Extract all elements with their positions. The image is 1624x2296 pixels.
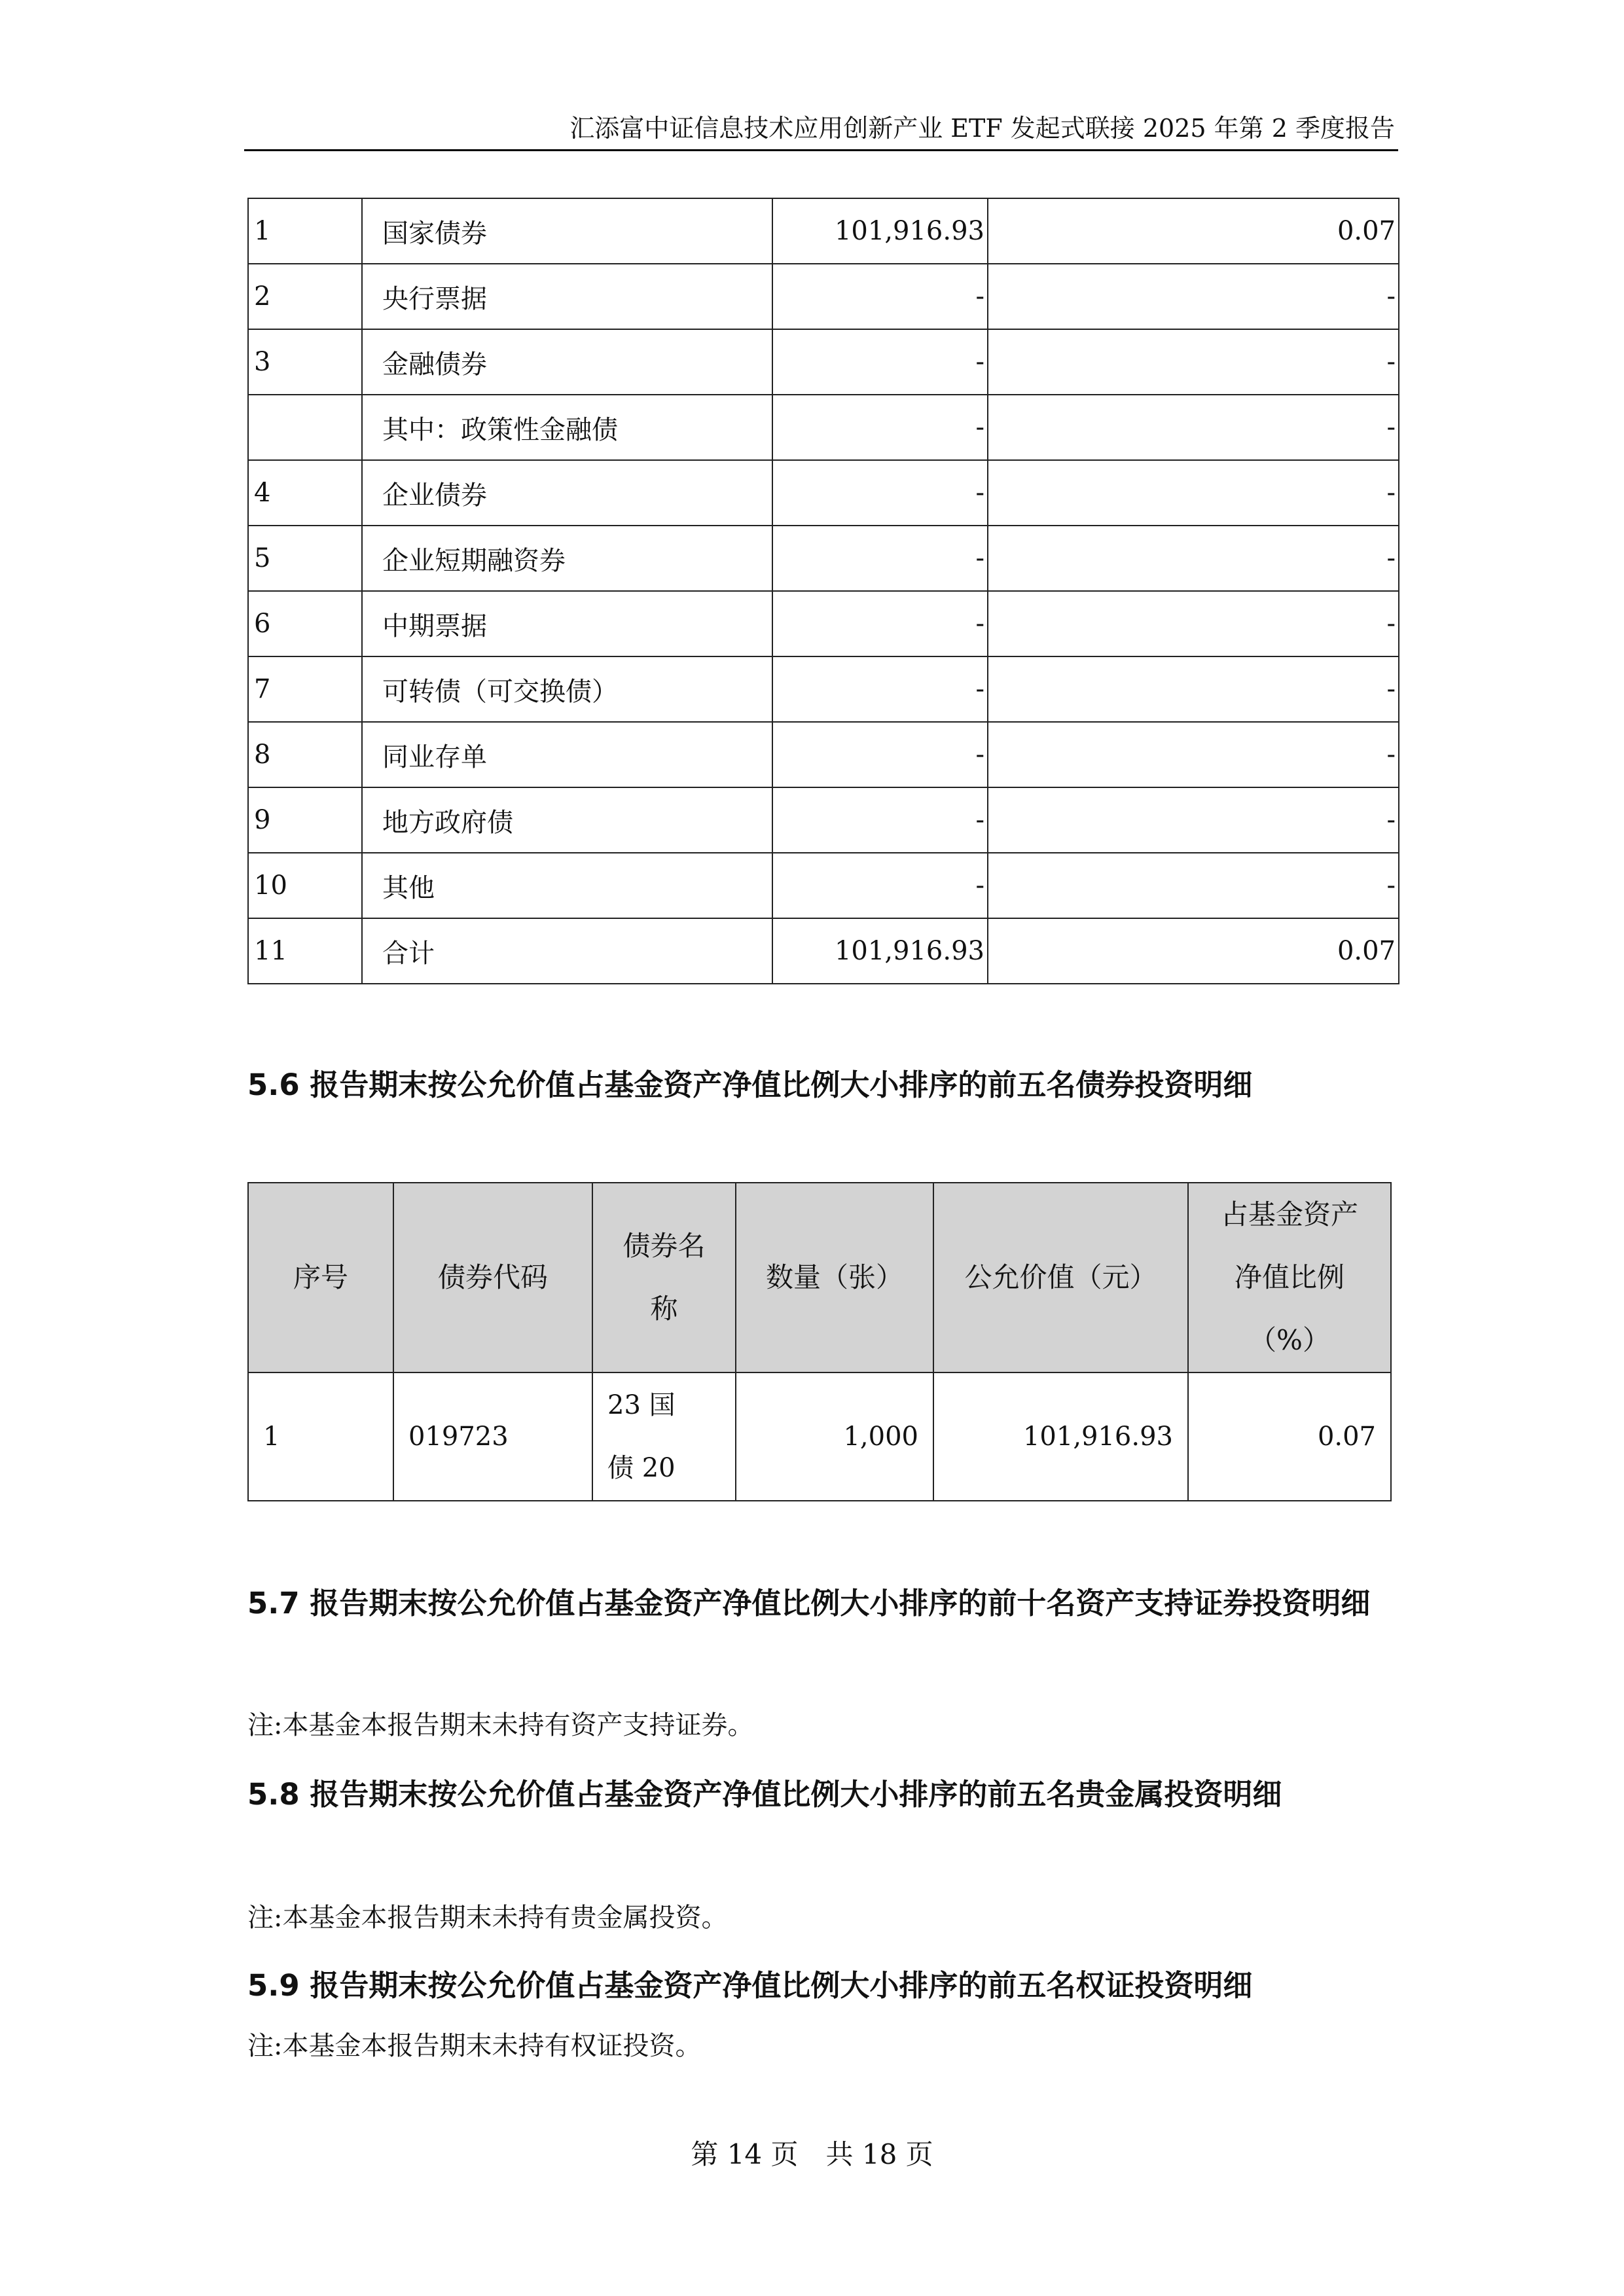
fair-value: -	[772, 526, 988, 591]
bond-category: 中期票据	[362, 591, 772, 656]
row-number: 1	[248, 198, 362, 264]
fair-value: -	[772, 264, 988, 329]
report-header-title: 汇添富中证信息技术应用创新产业 ETF 发起式联接 2025 年第 2 季度报告	[569, 114, 1395, 143]
page-number: 第 14 页	[691, 2138, 799, 2170]
nav-ratio: -	[988, 853, 1399, 918]
nav-ratio: -	[988, 329, 1399, 395]
page-footer	[0, 2135, 1624, 2174]
fair-value: -	[772, 460, 988, 526]
header-fair-value	[933, 1183, 1188, 1372]
table-row	[248, 1372, 1391, 1501]
table-row	[248, 787, 1399, 853]
nav-ratio: -	[988, 526, 1399, 591]
table-row	[248, 918, 1399, 984]
table-row	[248, 526, 1399, 591]
header-name-label: 债券名称	[623, 1230, 706, 1325]
table-row	[248, 460, 1399, 526]
header-code	[393, 1183, 592, 1372]
row-number: 10	[248, 853, 362, 918]
nav-ratio: -	[988, 656, 1399, 722]
nav-ratio: -	[988, 460, 1399, 526]
table-row	[248, 591, 1399, 656]
table-row	[248, 329, 1399, 395]
bond-seq: 1	[248, 1372, 393, 1501]
header-rule	[244, 149, 1398, 151]
row-number: 6	[248, 591, 362, 656]
nav-ratio: 0.07	[988, 918, 1399, 984]
table-row	[248, 853, 1399, 918]
fair-value: 101,916.93	[772, 918, 988, 984]
bond-category: 企业短期融资券	[362, 526, 772, 591]
section-5-8-note: 注:本基金本报告期末未持有贵金属投资。	[247, 1903, 728, 1933]
header-seq	[248, 1183, 393, 1372]
row-number: 3	[248, 329, 362, 395]
row-number: 2	[248, 264, 362, 329]
row-number: 8	[248, 722, 362, 787]
table-row	[248, 264, 1399, 329]
top-bonds-table	[247, 1182, 1392, 1501]
row-number: 11	[248, 918, 362, 984]
section-5-7-note: 注:本基金本报告期末未持有资产支持证券。	[247, 1710, 754, 1740]
row-number: 5	[248, 526, 362, 591]
bond-category: 其中：政策性金融债	[362, 395, 772, 460]
row-number: 9	[248, 787, 362, 853]
nav-ratio: -	[988, 722, 1399, 787]
bond-name: 23 国债 20	[592, 1372, 736, 1501]
bond-quantity: 1,000	[736, 1372, 933, 1501]
bond-category: 企业债券	[362, 460, 772, 526]
table-row	[248, 395, 1399, 460]
header-qty-label: 数量（张）	[765, 1261, 903, 1293]
header-ratio	[1188, 1183, 1391, 1372]
section-5-9-heading: 5.9 报告期末按公允价值占基金资产净值比例大小排序的前五名权证投资明细	[247, 1968, 1253, 2003]
section-5-7-heading: 5.7 报告期末按公允价值占基金资产净值比例大小排序的前十名资产支持证券投资明细	[247, 1586, 1371, 1621]
table-row	[248, 198, 1399, 264]
fair-value: 101,916.93	[772, 198, 988, 264]
table-header-row	[248, 1183, 1391, 1372]
bond-category: 央行票据	[362, 264, 772, 329]
table-row	[248, 722, 1399, 787]
nav-ratio: -	[988, 591, 1399, 656]
bond-category: 合计	[362, 918, 772, 984]
bond-category: 国家债券	[362, 198, 772, 264]
bond-category: 地方政府债	[362, 787, 772, 853]
header-code-label: 债券代码	[437, 1261, 548, 1293]
table-row	[248, 656, 1399, 722]
bond-code: 019723	[393, 1372, 592, 1501]
nav-ratio: -	[988, 395, 1399, 460]
fair-value: -	[772, 722, 988, 787]
header-seq-label: 序号	[293, 1261, 348, 1293]
nav-ratio: 0.07	[988, 198, 1399, 264]
header-name	[592, 1183, 736, 1372]
fair-value: -	[772, 329, 988, 395]
bond-category: 可转债（可交换债）	[362, 656, 772, 722]
bond-category: 同业存单	[362, 722, 772, 787]
fair-value: -	[772, 656, 988, 722]
fair-value: -	[772, 787, 988, 853]
header-fair-value-label: 公允价值（元）	[964, 1261, 1157, 1293]
fair-value: -	[772, 853, 988, 918]
page-total: 共 18 页	[825, 2138, 933, 2170]
fair-value: -	[772, 591, 988, 656]
section-5-9-note: 注:本基金本报告期末未持有权证投资。	[247, 2031, 702, 2061]
bond-nav-ratio: 0.07	[1188, 1372, 1391, 1501]
bond-category: 金融债券	[362, 329, 772, 395]
nav-ratio: -	[988, 264, 1399, 329]
fair-value: -	[772, 395, 988, 460]
bond-category-table	[247, 198, 1399, 984]
bond-category: 其他	[362, 853, 772, 918]
nav-ratio: -	[988, 787, 1399, 853]
row-number	[248, 395, 362, 460]
header-qty	[736, 1183, 933, 1372]
section-5-6-heading: 5.6 报告期末按公允价值占基金资产净值比例大小排序的前五名债券投资明细	[247, 1067, 1253, 1102]
row-number: 7	[248, 656, 362, 722]
bond-fair-value: 101,916.93	[933, 1372, 1188, 1501]
row-number: 4	[248, 460, 362, 526]
header-ratio-label: 占基金资产净值比例（%）	[1220, 1198, 1358, 1356]
section-5-8-heading: 5.8 报告期末按公允价值占基金资产净值比例大小排序的前五名贵金属投资明细	[247, 1777, 1282, 1812]
